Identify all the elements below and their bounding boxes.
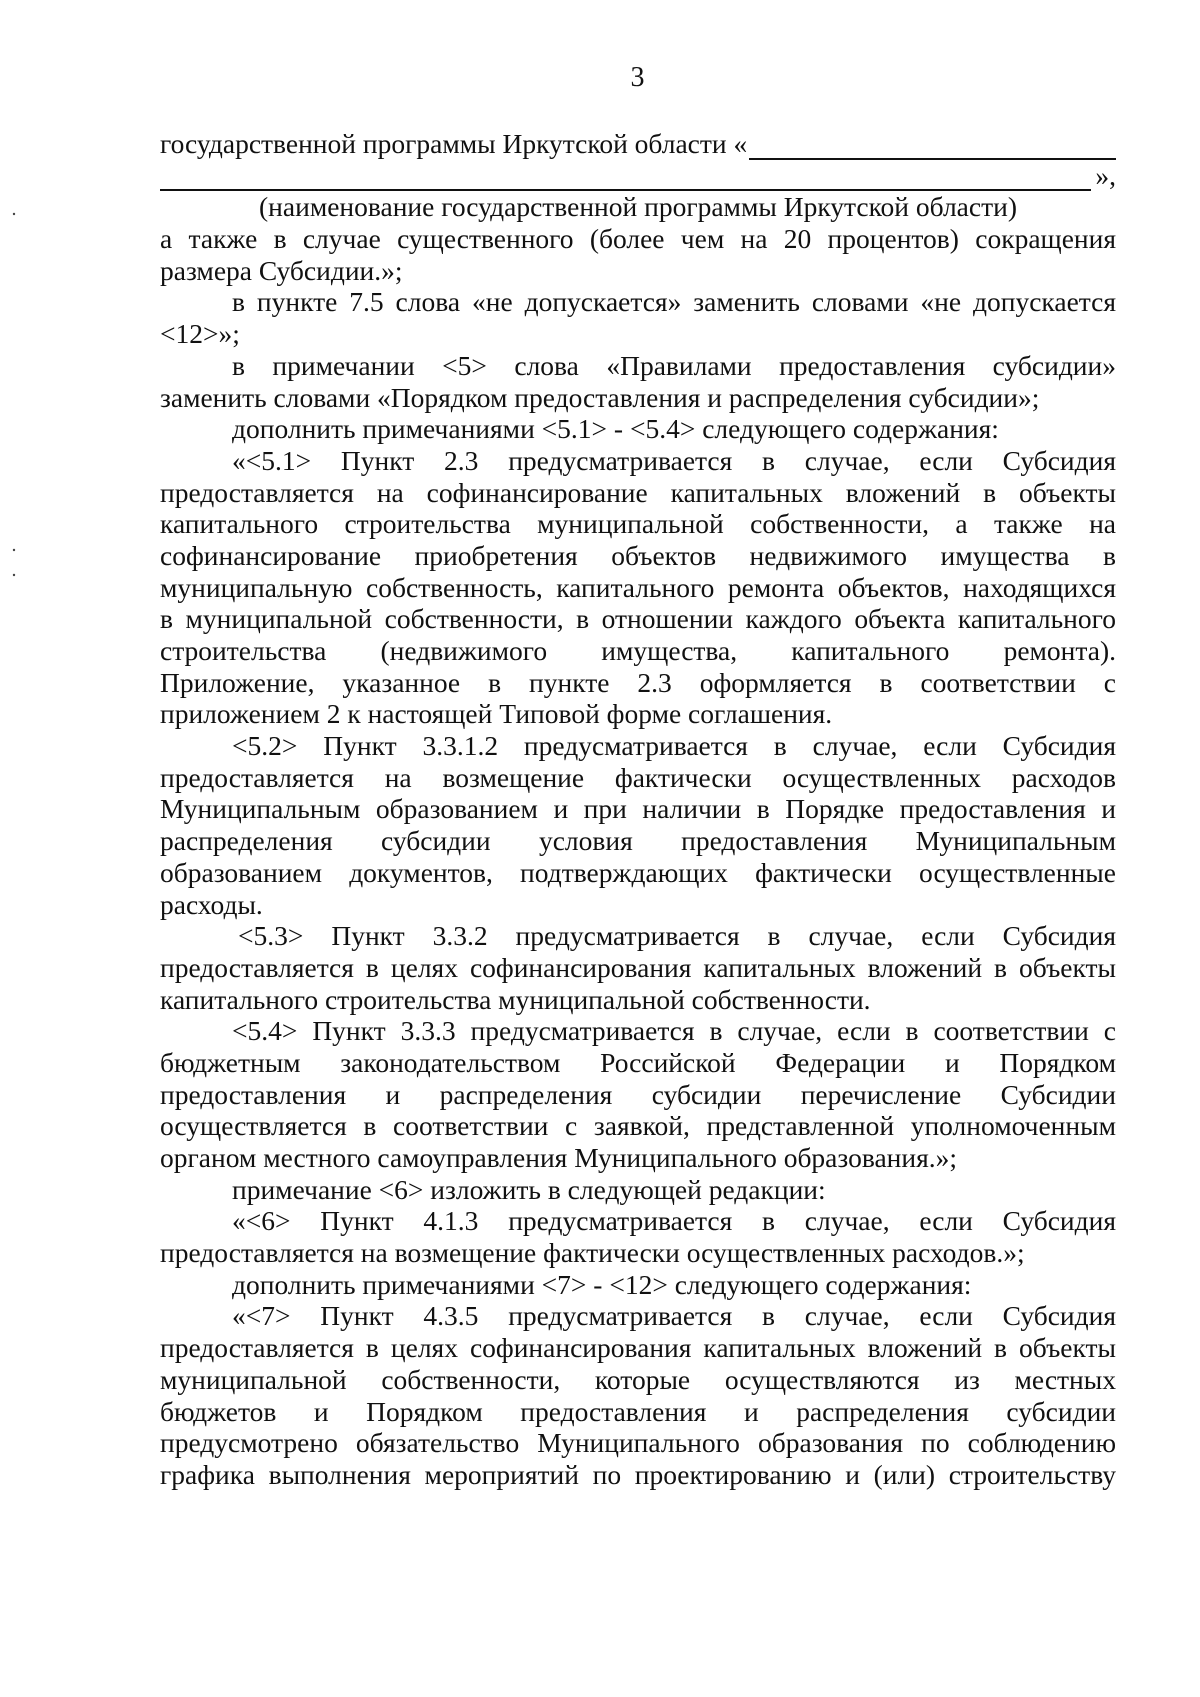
text-line: <12>»;	[160, 318, 240, 350]
text-line: органом местного самоуправления Муниципального образования.»;	[160, 1142, 958, 1173]
text-line: заменить словами «Порядком предоставления и распределения субсидии»;	[160, 381, 1040, 413]
text-line: предоставления и распределения субсидии перечисление Субсидии	[160, 1078, 1116, 1110]
text-line: муниципальной собственности, которые осуществляются из местных	[160, 1363, 1116, 1395]
text-line: осуществляется в соответствии с заявкой, представленной уполномоченным	[160, 1110, 1116, 1142]
text-line: <5.3> Пункт 3.3.2 предусматривается в случае, если Субсидия	[238, 920, 1116, 952]
text-line: капитального строительства муниципальной собственности.	[160, 983, 871, 1015]
page-number: 3	[630, 62, 645, 93]
scan-speck	[12, 548, 16, 552]
scan-speck	[12, 212, 16, 216]
text-line-program-blank	[160, 160, 1116, 192]
text-line: предоставляется на софинансирование капитальных вложений в объекты	[160, 476, 1116, 508]
text-line: Приложение, указанное в пункте 2.3 оформляется в соответствии с	[160, 666, 1116, 698]
text-line: капитального строительства муниципальной собственности, а также на	[160, 508, 1116, 540]
text-line-program-title	[160, 128, 1116, 160]
text-line: «<6> Пункт 4.1.3 предусматривается в случае, если Субсидия	[232, 1205, 1116, 1237]
text-line: образованием документов, подтверждающих фактически осуществленные	[160, 856, 1116, 888]
text-line: муниципальную собственность, капитального ремонта объектов, находящихся	[160, 571, 1116, 603]
text-line: дополнить примечаниями <7> - <12> следующего содержания:	[232, 1268, 972, 1300]
text-line: софинансирование приобретения объектов недвижимого имущества в	[160, 539, 1116, 571]
text-line: предоставляется в целях софинансирования капитальных вложений в объекты	[160, 1332, 1116, 1364]
text-line: дополнить примечаниями <5.1> - <5.4> следующего содержания:	[232, 413, 999, 445]
text-line: <5.2> Пункт 3.3.1.2 предусматривается в случае, если Субсидия	[232, 730, 1116, 762]
text-line: в муниципальной собственности, в отношении каждого объекта капитального	[160, 603, 1116, 635]
text-line: в примечании <5> слова «Правилами предоставления субсидии»	[232, 349, 1116, 381]
text-line: приложением 2 к настоящей Типовой форме соглашения.	[160, 698, 833, 730]
text-line: предусмотрено обязательство Муниципального образования по соблюдению	[160, 1427, 1116, 1459]
text-line: «<7> Пункт 4.3.5 предусматривается в случае, если Субсидия	[232, 1300, 1116, 1332]
text-line: а также в случае существенного (более чем на 20 процентов) сокращения	[160, 223, 1116, 255]
text-segment: государственной программы Иркутской области «	[160, 127, 748, 159]
text-line: <5.4> Пункт 3.3.3 предусматривается в случае, если в соответствии с	[232, 1015, 1116, 1047]
text-line: предоставляется на возмещение фактически осуществленных расходов	[160, 761, 1116, 793]
scan-speck	[12, 573, 16, 577]
text-line: предоставляется на возмещение фактически осуществленных расходов.»;	[160, 1237, 1025, 1269]
document-body	[160, 128, 1116, 1491]
text-line: расходы.	[160, 888, 263, 920]
text-line: Муниципальным образованием и при наличии в Порядке предоставления и	[160, 793, 1116, 825]
text-line: в пункте 7.5 слова «не допускается» заменить словами «не допускается	[232, 286, 1116, 318]
text-line: предоставляется в целях софинансирования капитальных вложений в объекты	[160, 951, 1116, 983]
text-line: бюджетным законодательством Российской Федерации и Порядком	[160, 1046, 1116, 1078]
text-line: размера Субсидии.»;	[160, 254, 403, 286]
text-line: «<5.1> Пункт 2.3 предусматривается в случае, если Субсидия	[232, 444, 1116, 476]
text-line: бюджетов и Порядком предоставления и распределения субсидии	[160, 1395, 1116, 1427]
text-segment: »,	[1095, 159, 1116, 191]
text-line: графика выполнения мероприятий по проектированию и (или) строительству	[160, 1458, 1116, 1490]
text-line: примечание <6> изложить в следующей редакции:	[232, 1173, 826, 1205]
blank-underline	[160, 165, 1091, 191]
blank-underline	[749, 134, 1116, 160]
text-line: строительства (недвижимого имущества, капитального ремонта).	[160, 635, 1116, 666]
text-line: распределения субсидии условия предоставления Муниципальным	[160, 825, 1116, 857]
blank-caption: (наименование государственной программы Иркутской области)	[259, 191, 1017, 223]
